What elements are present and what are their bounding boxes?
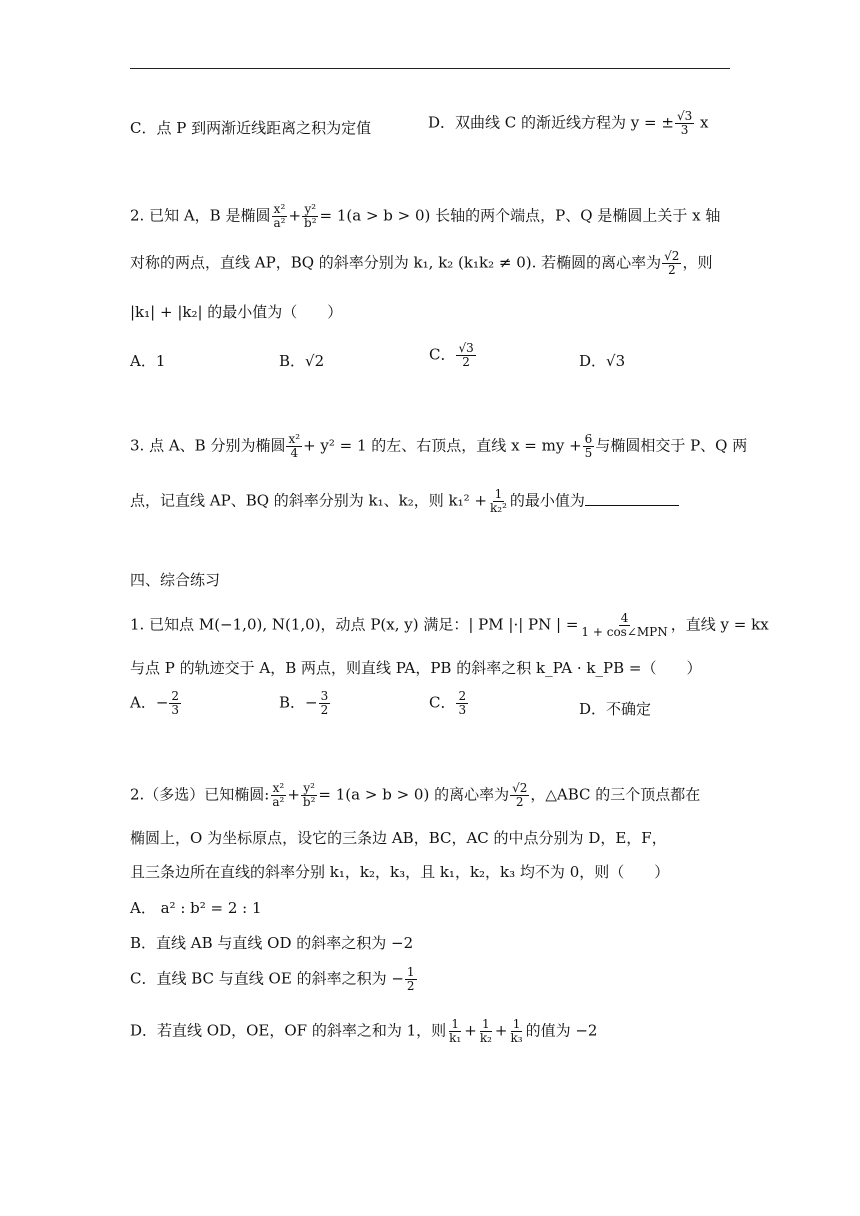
top-option-d xyxy=(428,110,709,137)
frac-num: y² xyxy=(304,202,317,216)
frac-den: b² xyxy=(302,795,316,809)
fraction xyxy=(488,488,509,515)
p2-option-a: A． a² : b² = 2 : 1 xyxy=(130,899,262,917)
frac-num: x² xyxy=(272,781,285,795)
frac-den: 1 + cos∠MPN xyxy=(581,625,668,639)
q2-option-c xyxy=(429,342,477,369)
q2-option-a: A．1 xyxy=(130,352,166,370)
frac-num: √3 xyxy=(458,341,474,355)
p2-line1 xyxy=(130,782,700,809)
text: + xyxy=(494,1021,508,1040)
frac-den: a² xyxy=(273,216,286,230)
frac-den: 2 xyxy=(667,263,676,277)
frac-den: 2 xyxy=(515,795,524,809)
frac-num: 1 xyxy=(494,487,503,501)
fraction xyxy=(456,342,475,369)
p1-line2: 与点 P 的轨迹交于 A，B 两点，则直线 PA，PB 的斜率之积 k_PA · k_PB =（ ） xyxy=(130,659,702,677)
frac-den: 5 xyxy=(584,446,593,460)
frac-den: k₂ xyxy=(479,1031,492,1045)
p2-line2: 椭圆上，O 为坐标原点，设它的三条边 AB，BC，AC 的中点分别为 D，E，F， xyxy=(130,829,667,847)
fraction xyxy=(456,690,468,717)
frac-num: 1 xyxy=(451,1017,460,1031)
q2-line3 xyxy=(130,302,342,322)
p1-option-d: D．不确定 xyxy=(579,700,652,718)
top-option-c xyxy=(130,118,371,138)
text: C．直线 BC 与直线 OE 的斜率之积为 − xyxy=(130,969,404,988)
fraction xyxy=(271,203,287,230)
frac-num: 6 xyxy=(584,432,593,446)
frac-den: 4 xyxy=(290,446,299,460)
q2-line1 xyxy=(130,203,720,230)
frac-den: 2 xyxy=(320,703,329,717)
header-rule xyxy=(130,68,730,69)
frac-den: k₁ xyxy=(449,1031,462,1045)
text: ，△ABC 的三个顶点都在 xyxy=(530,785,701,804)
q2-option-b: B．√2 xyxy=(279,352,325,370)
frac-num: x² xyxy=(288,432,301,446)
frac-den: a² xyxy=(272,795,285,809)
text: |k₁| + |k₂| 的最小值为（ ） xyxy=(130,303,343,321)
text: ，则 xyxy=(682,253,713,272)
section-title: 四、综合练习 xyxy=(130,571,221,589)
p2-line3: 且三条边所在直线的斜率分别 k₁，k₂，k₃，且 k₁，k₂，k₃ 均不为 0，则（ ） xyxy=(130,863,670,881)
text: + xyxy=(287,785,300,804)
frac-den: k₃ xyxy=(510,1031,523,1045)
p1-option-c xyxy=(429,690,469,717)
frac-den: 3 xyxy=(680,123,689,137)
frac-num: 3 xyxy=(320,689,329,703)
fraction xyxy=(662,250,681,277)
frac-den: k₂² xyxy=(489,501,507,515)
answer-blank xyxy=(585,491,679,506)
text: D．若直线 OD，OE，OF 的斜率之和为 1，则 xyxy=(130,1021,447,1040)
text: 的最小值为 xyxy=(509,491,585,510)
frac-num: y² xyxy=(303,781,315,795)
text: 2. 已知 A，B 是椭圆 xyxy=(130,206,271,225)
frac-num: 1 xyxy=(406,965,415,979)
fraction xyxy=(447,1018,463,1045)
fraction xyxy=(405,966,417,993)
frac-num: √2 xyxy=(664,249,680,263)
frac-num: 1 xyxy=(482,1017,490,1031)
frac-num: √3 xyxy=(676,109,693,123)
text: B．− xyxy=(279,693,318,712)
frac-den: 2 xyxy=(462,355,470,369)
text: ，直线 y = kx xyxy=(670,615,769,634)
q3-line1 xyxy=(130,433,747,460)
frac-num: x² xyxy=(273,202,286,216)
fraction xyxy=(319,690,331,717)
frac-num: √2 xyxy=(512,781,528,795)
fraction xyxy=(169,690,181,717)
p2-option-d xyxy=(130,1018,597,1045)
fraction xyxy=(583,433,595,460)
q3-line2 xyxy=(130,488,679,515)
fraction xyxy=(301,782,318,809)
text: C． xyxy=(429,345,456,364)
text: 点，记直线 AP、BQ 的斜率分别为 k₁、k₂，则 k₁² + xyxy=(130,491,487,510)
text: + y² = 1 的左、右顶点，直线 x = my + xyxy=(303,436,582,455)
fraction xyxy=(675,110,694,137)
fraction xyxy=(286,433,302,460)
frac-num: 2 xyxy=(458,689,467,703)
option-text: D．双曲线 C 的渐近线方程为 y = ± xyxy=(428,113,674,132)
frac-den: 3 xyxy=(171,703,180,717)
text: C． xyxy=(429,693,456,712)
text: 2.（多选）已知椭圆: xyxy=(130,785,270,804)
text: + xyxy=(288,206,302,225)
text: 的值为 −2 xyxy=(525,1021,598,1040)
q2-line2 xyxy=(130,250,712,277)
frac-den: 2 xyxy=(406,979,415,993)
fraction xyxy=(270,782,286,809)
text: A．− xyxy=(130,693,169,712)
text: 与椭圆相交于 P、Q 两 xyxy=(595,436,748,455)
text: 对称的两点，直线 AP，BQ 的斜率分别为 k₁, k₂ (k₁k₂ ≠ 0). 若椭圆的离心率为 xyxy=(130,253,662,272)
frac-den: b² xyxy=(304,216,317,230)
q2-option-d: D．√3 xyxy=(579,352,626,370)
option-text: C．点 P 到两渐近线距离之积为定值 xyxy=(130,119,372,137)
frac-den: 3 xyxy=(458,703,467,717)
p1-line1 xyxy=(130,612,769,639)
fraction xyxy=(478,1018,494,1045)
p1-option-a xyxy=(130,690,182,717)
frac-num: 1 xyxy=(512,1017,521,1031)
text: = 1(a > b > 0) 的离心率为 xyxy=(318,785,510,804)
fraction xyxy=(510,782,529,809)
text: 3. 点 A、B 分别为椭圆 xyxy=(130,436,286,455)
frac-num: 2 xyxy=(171,689,180,703)
text: + xyxy=(464,1021,477,1040)
p2-option-c xyxy=(130,966,418,993)
option-text: x xyxy=(700,113,709,132)
frac-num: 4 xyxy=(620,611,629,625)
text: = 1(a > b > 0) 长轴的两个端点，P、Q 是椭圆上关于 x 轴 xyxy=(319,206,721,225)
fraction xyxy=(509,1018,525,1045)
text: 1. 已知点 M(−1,0), N(1,0)，动点 P(x, y) 满足：| PM |·| PN | = xyxy=(130,615,579,634)
fraction xyxy=(579,612,669,639)
p1-option-b xyxy=(279,690,331,717)
fraction xyxy=(302,203,319,230)
p2-option-b: B．直线 AB 与直线 OD 的斜率之积为 −2 xyxy=(130,934,414,952)
